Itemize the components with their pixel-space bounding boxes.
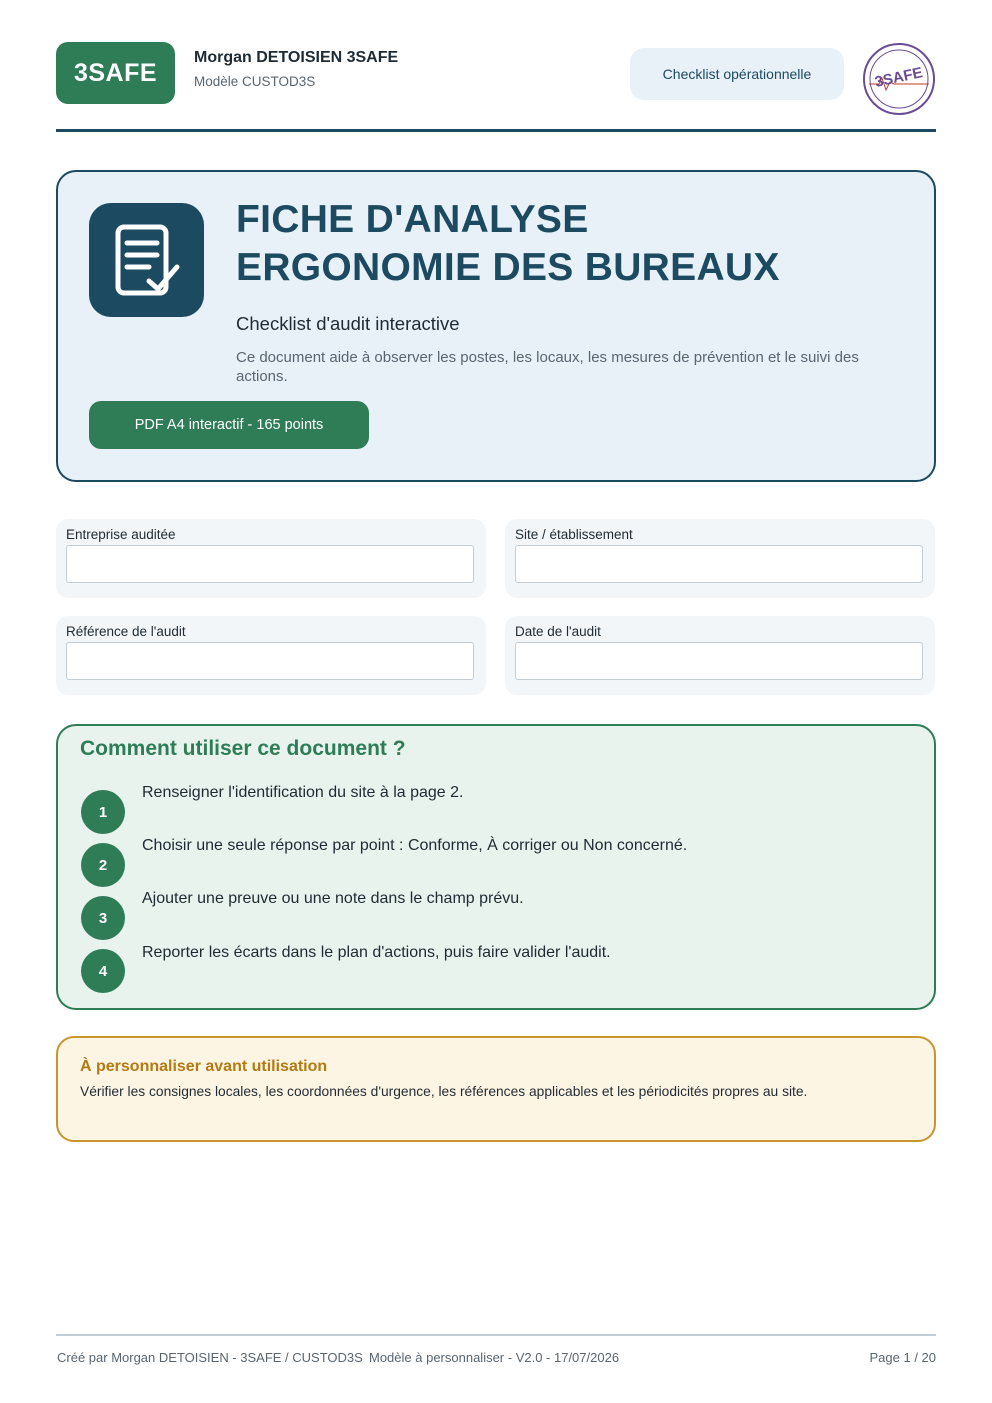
howto-card	[56, 724, 936, 1010]
howto-title: Comment utiliser ce document ?	[80, 737, 406, 760]
site-input[interactable]	[515, 545, 923, 583]
footer-version: Modèle à personnaliser - V2.0 - 17/07/2026	[369, 1350, 620, 1365]
field-label: Date de l'audit	[515, 624, 601, 639]
page-title	[236, 196, 780, 292]
hero-subtitle: Checklist d'audit interactive	[236, 313, 460, 334]
model-name: Modèle CUSTOD3S	[194, 74, 316, 89]
reference-input[interactable]	[66, 642, 474, 680]
entreprise-input[interactable]	[66, 545, 474, 583]
page-number: Page 1 / 20	[869, 1350, 936, 1365]
step-number: 4	[81, 949, 125, 993]
step-text: Choisir une seule réponse par point : Conforme, À corriger ou Non concerné.	[142, 837, 688, 854]
step-number: 1	[81, 790, 125, 834]
field-reference	[56, 616, 486, 695]
field-label: Entreprise auditée	[66, 527, 176, 542]
step-text: Reporter les écarts dans le plan d'actions, puis faire valider l'audit.	[142, 944, 611, 961]
stamp-seal-icon	[861, 42, 937, 116]
step-number: 2	[81, 843, 125, 887]
step-text: Ajouter une preuve ou une note dans le champ prévu.	[142, 890, 524, 907]
title-line-2: ERGONOMIE DES BUREAUX	[236, 246, 780, 289]
title-line-1: FICHE D'ANALYSE	[236, 198, 589, 241]
customize-title: À personnaliser avant utilisation	[80, 1058, 328, 1075]
stamp-text: 3SAFE	[873, 64, 925, 91]
brand-logo: 3SAFE	[56, 42, 175, 104]
author-name: Morgan DETOISIEN 3SAFE	[194, 49, 399, 66]
footer-author: Créé par Morgan DETOISIEN - 3SAFE / CUSTOD3S	[57, 1350, 363, 1365]
field-site	[505, 519, 935, 598]
step-text: Renseigner l'identification du site à la page 2.	[142, 784, 464, 801]
hero-description: Ce document aide à observer les postes, les locaux, les mesures de prévention et le suivi des actions.	[236, 349, 859, 385]
field-label: Site / établissement	[515, 527, 633, 542]
pdf-format-button[interactable]: PDF A4 interactif - 165 points	[89, 401, 369, 449]
field-label: Référence de l'audit	[66, 624, 186, 639]
field-entreprise	[56, 519, 486, 598]
footer-divider	[56, 1334, 936, 1336]
customize-text: Vérifier les consignes locales, les coordonnées d'urgence, les références applicables et les périodicités propres au site.	[80, 1084, 808, 1099]
checklist-badge: Checklist opérationnelle	[630, 48, 844, 100]
date-input[interactable]	[515, 642, 923, 680]
step-number: 3	[81, 896, 125, 940]
header-divider	[56, 129, 936, 132]
field-date	[505, 616, 935, 695]
document-check-icon	[89, 203, 204, 317]
